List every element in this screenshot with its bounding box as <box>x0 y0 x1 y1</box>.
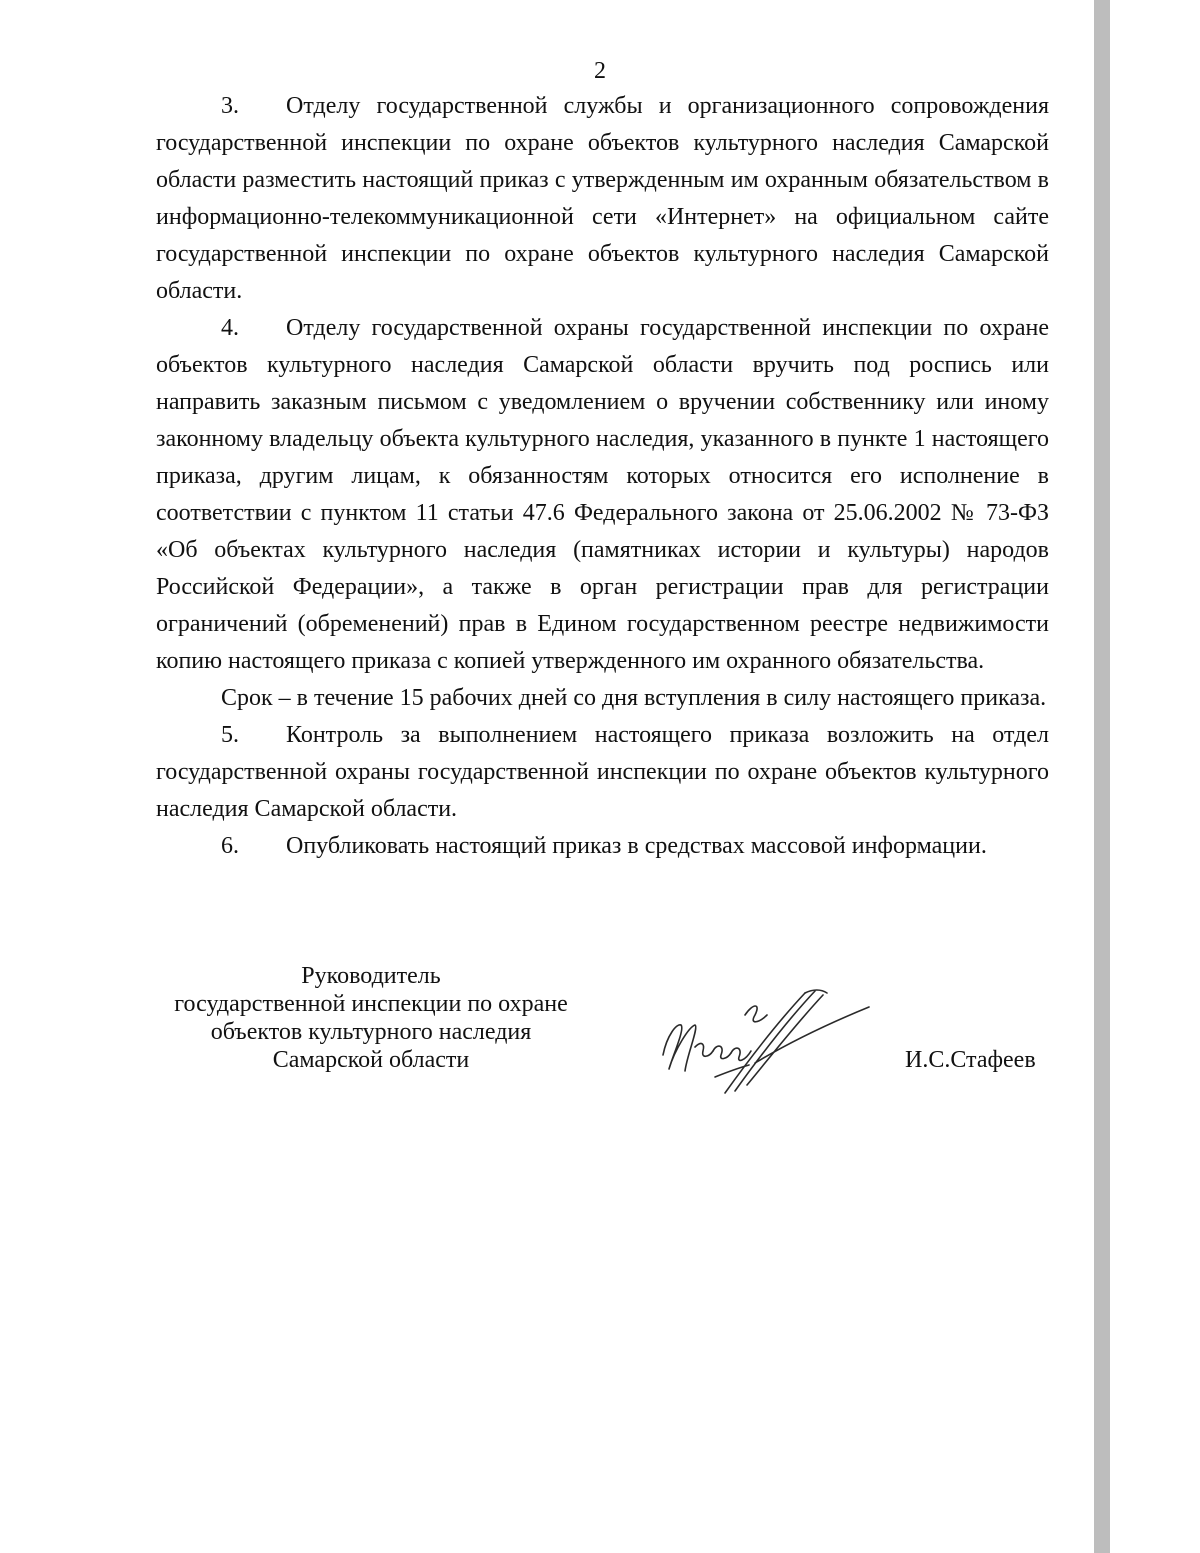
paragraph-text: Контроль за выполнением настоящего приказа возложить на отдел государственной охраны государственной инспекции по охране объектов культурного наследия Самарской области. <box>156 722 1049 822</box>
paragraph-3 <box>156 88 1049 310</box>
signatory-title-line: государственной инспекции по охране <box>174 991 568 1017</box>
scan-edge-bar <box>1094 0 1110 1553</box>
paragraph-4 <box>156 310 1049 680</box>
document-body <box>156 88 1049 865</box>
paragraph-text: Отделу государственной охраны государственной инспекции по охране объектов культурного наследия Самарской области вручить под роспись или направить заказным письмом с уведомлением о вручении собственнику или иному законному владельцу объекта культурного наследия, указанного в пункте 1 настоящего приказа, другим лицам, к обязанностям которых относится его исполнение в соответствии с пунктом 11 статьи 47.6 Федерального закона от 25.06.2002 № 73-ФЗ «Об объектах культурного наследия (памятниках истории и культуры) народов Российской Федерации», а также в орган регистрации прав для регистрации ограничений (обременений) прав в Едином государственном реестре недвижимости копию настоящего приказа с копией утвержденного им охранного обязательства. <box>156 315 1049 674</box>
signatory-title-line: Самарской области <box>272 1047 470 1073</box>
paragraph-number: 3. <box>221 93 239 119</box>
signatory-title-block <box>156 962 586 1074</box>
signatory-title-line: объектов культурного наследия <box>210 1019 532 1045</box>
paragraph-text: Опубликовать настоящий приказ в средствах массовой информации. <box>286 833 987 859</box>
handwritten-signature <box>655 985 880 1100</box>
signatory-title-line: Руководитель <box>301 963 441 989</box>
signatory-name: И.С.Стафеев <box>905 1047 1036 1073</box>
page-number: 2 <box>594 58 606 84</box>
paragraph-text: Отделу государственной службы и организационного сопровождения государственной инспекции по охране объектов культурного наследия Самарской области разместить настоящий приказ с утвержденным им охранным обязательством в информационно-телекоммуникационной сети «Интернет» на официальном сайте государственной инспекции по охране объектов культурного наследия Самарской области. <box>156 93 1049 304</box>
paragraph-text: Срок – в течение 15 рабочих дней со дня вступления в силу настоящего приказа. <box>221 685 1047 711</box>
paragraph-6 <box>156 828 1049 865</box>
deadline-paragraph <box>156 680 1049 717</box>
paragraph-number: 6. <box>221 833 239 859</box>
paragraph-5 <box>156 717 1049 828</box>
paragraph-number: 5. <box>221 722 239 748</box>
paragraph-number: 4. <box>221 315 239 341</box>
